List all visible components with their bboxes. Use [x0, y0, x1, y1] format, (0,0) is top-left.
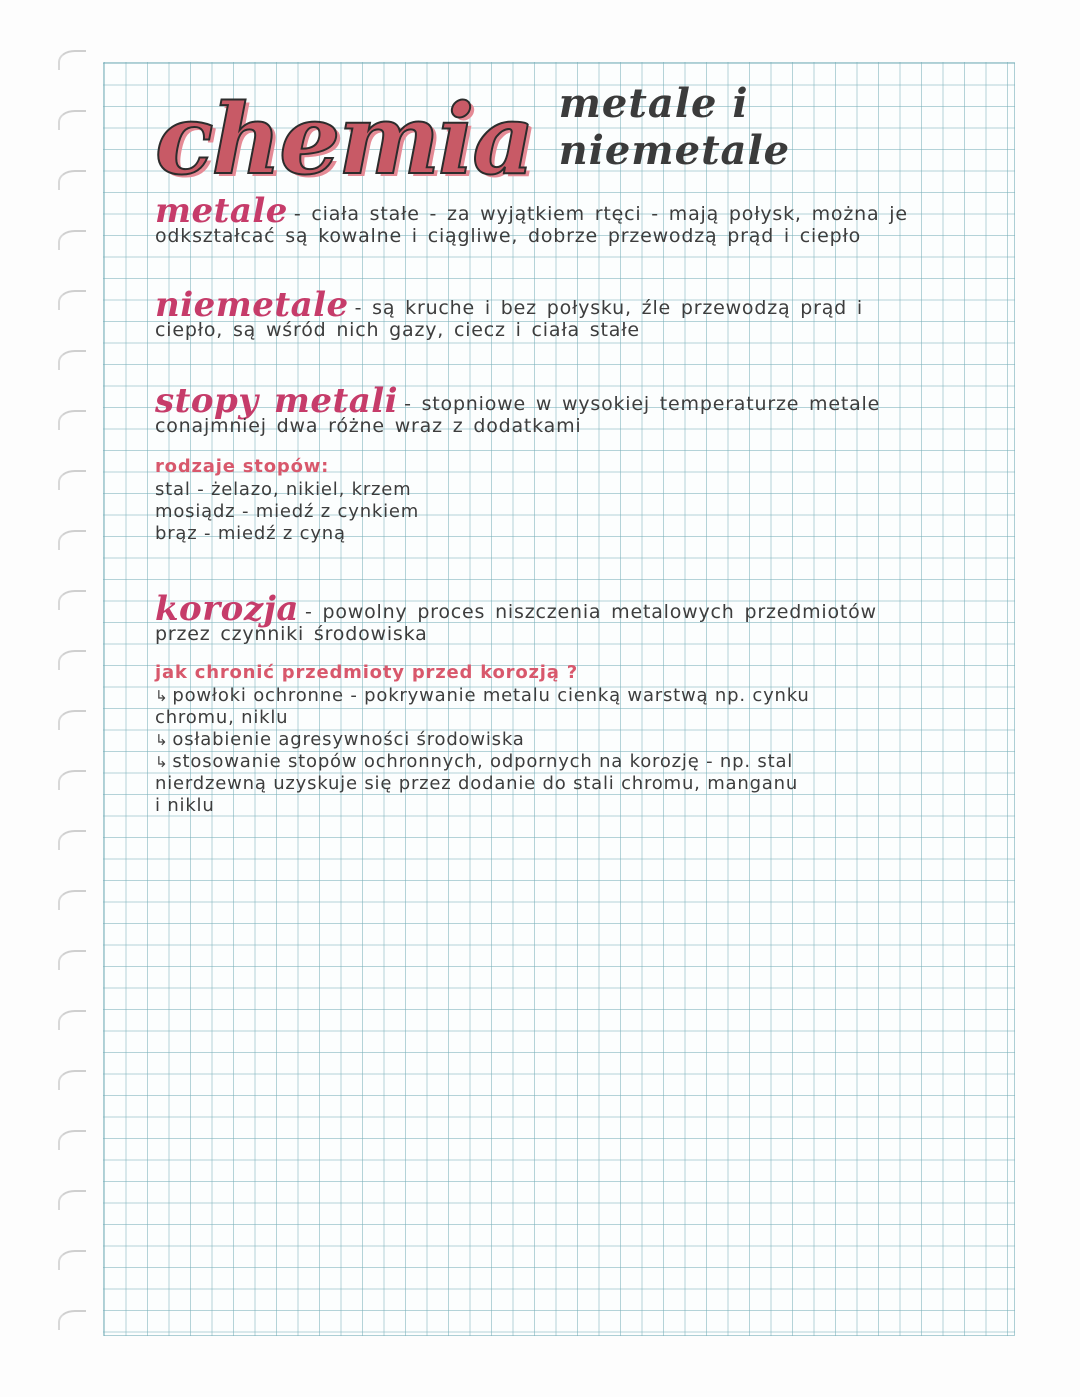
binding-hole [58, 350, 86, 370]
list-item [155, 685, 965, 707]
section-stopy-metali [155, 381, 965, 545]
binding-hole [58, 470, 86, 490]
section-line [155, 589, 965, 629]
binding-hole [58, 50, 86, 70]
list-item: stal - żelazo, nikiel, krzem [155, 479, 412, 500]
page-subtitle: metale i niemetale [558, 80, 791, 174]
binding-hole [58, 650, 86, 670]
section-metale [155, 191, 965, 247]
definition-text: - stopniowe w wysokiej temperaturze metale [404, 393, 881, 415]
binding-hole [58, 290, 86, 310]
definition-text: - powolny proces niszczenia metalowych przedmiotów [304, 601, 877, 623]
binding-hole [58, 110, 86, 130]
section-niemetale [155, 285, 965, 341]
binding-hole [58, 1250, 86, 1270]
binding-hole [58, 770, 86, 790]
definition-text: ciepło, są wśród nich gazy, ciecz i ciała stałe [155, 319, 640, 341]
bullet-text: stosowanie stopów ochronnych, odpornych na korozję - np. stal [172, 751, 794, 772]
binding-hole [58, 230, 86, 250]
binding-hole [58, 1310, 86, 1330]
arrow-icon: ↳ [155, 753, 169, 771]
binding-hole [58, 1190, 86, 1210]
notes-content [155, 78, 965, 816]
section-line [155, 191, 965, 231]
list-item: brąz - miedź z cyną [155, 523, 346, 544]
subheading-alloy-types: rodzaje stopów: [155, 456, 330, 477]
binding-hole [58, 1130, 86, 1150]
definition-text: przez czynniki środowiska [155, 623, 428, 645]
binding-hole [58, 830, 86, 850]
list-item [155, 729, 965, 751]
bullet-continuation: chromu, niklu [155, 707, 289, 728]
definition-text: - ciała stałe - za wyjątkiem rtęci - mają połysk, można je [293, 203, 908, 225]
term-heading: metale [155, 191, 288, 231]
bullet-continuation: nierdzewną uzyskuje się przez dodanie do stali chromu, manganu [155, 773, 799, 794]
page-title: chemia [155, 83, 533, 196]
binding-hole [58, 1010, 86, 1030]
binding-hole [58, 950, 86, 970]
binding-hole [58, 530, 86, 550]
definition-text: conajmniej dwa różne wraz z dodatkami [155, 415, 582, 437]
list-item [155, 751, 965, 773]
definition-text: odkształcać są kowalne i ciągliwe, dobrze przewodzą prąd i ciepło [155, 225, 862, 247]
binding-hole [58, 410, 86, 430]
binding-hole [58, 1070, 86, 1090]
arrow-icon: ↳ [155, 687, 169, 705]
binding-hole [58, 590, 86, 610]
binding-hole [58, 170, 86, 190]
binding-hole [58, 890, 86, 910]
section-korozja [155, 589, 965, 817]
arrow-icon: ↳ [155, 731, 169, 749]
definition-text: - są kruche i bez połysku, źle przewodzą prąd i [354, 297, 863, 319]
binding-hole [58, 710, 86, 730]
page-title-row [155, 78, 965, 196]
term-heading: stopy metali [155, 381, 399, 421]
ring-binding [40, 40, 80, 1340]
term-heading: korozja [155, 589, 299, 629]
bullet-text: powłoki ochronne - pokrywanie metalu cienką warstwą np. cynku [172, 685, 810, 706]
list-item: mosiądz - miedź z cynkiem [155, 501, 420, 522]
bullet-continuation: i niklu [155, 795, 215, 816]
subheading-protection: jak chronić przedmioty przed korozją ? [155, 662, 579, 683]
section-line [155, 285, 965, 325]
term-heading: niemetale [155, 285, 349, 325]
bullet-text: osłabienie agresywności środowiska [172, 729, 525, 750]
section-line [155, 381, 965, 421]
